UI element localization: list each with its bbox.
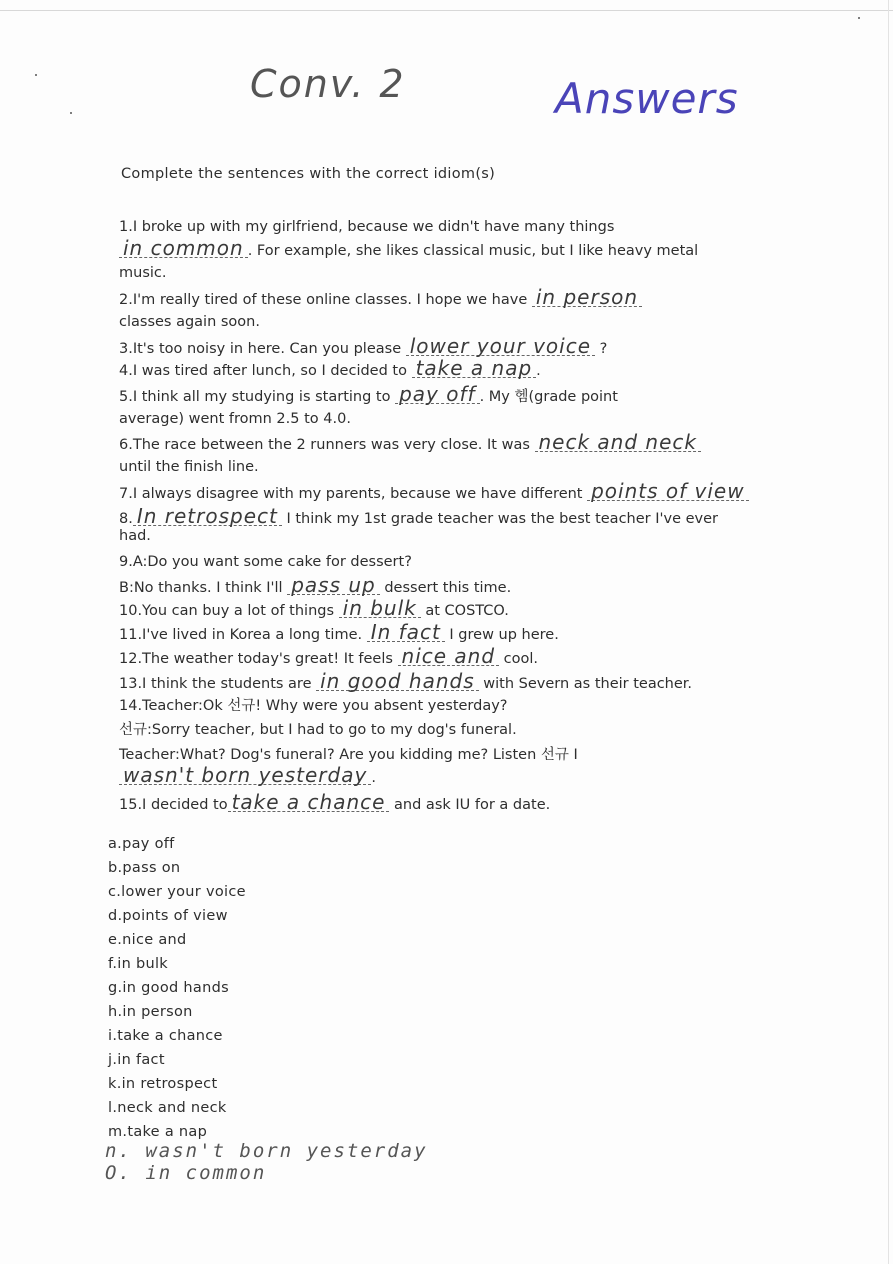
question-4: 4.I was tired after lunch, so I decided to take a nap . — [119, 356, 541, 380]
answer-7: points of view — [587, 482, 748, 501]
question-1-line3: music. — [119, 265, 167, 281]
question-3: 3.It's too noisy in here. Can you please lower your voice ? — [119, 334, 608, 358]
answer-8: In retrospect — [133, 507, 282, 526]
answer-9: pass up — [287, 576, 380, 595]
answer-15: take a chance — [228, 793, 390, 812]
scan-speck — [70, 112, 72, 114]
option-item: g.in good hands — [108, 980, 229, 996]
question-7: 7.I always disagree with my parents, because we have different points of view — [119, 482, 752, 506]
instruction-text: Complete the sentences with the correct idiom(s) — [121, 166, 496, 182]
question-12: 12.The weather today's great! It feels nice and cool. — [119, 644, 539, 668]
option-item: m.take a nap — [108, 1124, 208, 1140]
scan-speck — [858, 17, 860, 19]
question-15: 15.I decided to take a chance and ask IU for a date. — [119, 790, 551, 814]
scan-edge-right — [888, 0, 889, 1264]
option-item: k.in retrospect — [108, 1076, 218, 1092]
option-item: j.in fact — [108, 1052, 165, 1068]
question-9: 9.A:Do you want some cake for dessert? — [119, 554, 412, 570]
answer-13: in good hands — [316, 672, 479, 691]
answer-11: In fact — [367, 623, 445, 642]
question-2: 2.I'm really tired of these online classes. I hope we have in person — [119, 288, 752, 312]
question-2-line2: classes again soon. — [119, 314, 260, 330]
question-9-line2: B:No thanks. I think I'll pass up dessert this time. — [119, 573, 512, 597]
question-1: 1.I broke up with my girlfriend, because we didn't have many things — [119, 219, 615, 235]
question-6: 6.The race between the 2 runners was very close. It was neck and neck — [119, 433, 752, 457]
question-14-line2: 선규:Sorry teacher, but I had to go to my dog's funeral. — [119, 722, 517, 738]
question-1-line2: in common . For example, she likes classical music, but I like heavy metal — [119, 239, 752, 263]
question-14-line3: Teacher:What? Dog's funeral? Are you kidding me? Listen 선규 I — [119, 747, 578, 763]
option-item: d.points of view — [108, 908, 228, 924]
question-10: 10.You can buy a lot of things in bulk at COSTCO. — [119, 596, 509, 620]
scan-speck — [35, 74, 37, 76]
question-14-line4: wasn't born yesterday . — [119, 766, 752, 790]
answer-14: wasn't born yesterday — [119, 766, 371, 785]
worksheet-title: Conv. 2 — [250, 62, 406, 106]
option-item: e.nice and — [108, 932, 187, 948]
question-13: 13.I think the students are in good hands with Severn as their teacher. — [119, 669, 693, 693]
answer-3: lower your voice — [406, 337, 595, 356]
handwritten-option: n. wasn't born yesterday — [105, 1140, 428, 1162]
answer-2: in person — [532, 288, 642, 307]
option-item: h.in person — [108, 1004, 193, 1020]
question-5-line2: average) went fromn 2.5 to 4.0. — [119, 411, 351, 427]
question-14: 14.Teacher:Ok 선규! Why were you absent yesterday? — [119, 698, 508, 714]
question-11: 11.I've lived in Korea a long time. In fact I grew up here. — [119, 620, 559, 644]
option-item: a.pay off — [108, 836, 175, 852]
option-item: c.lower your voice — [108, 884, 246, 900]
question-8-line2: had. — [119, 528, 151, 544]
answer-10: in bulk — [339, 599, 421, 618]
option-item: b.pass on — [108, 860, 181, 876]
answer-12: nice and — [398, 647, 500, 666]
scan-edge-top — [0, 10, 893, 11]
answer-6: neck and neck — [535, 433, 701, 452]
answer-4: take a nap — [412, 359, 537, 378]
option-item: f.in bulk — [108, 956, 169, 972]
question-8: 8. In retrospect I think my 1st grade teacher was the best teacher I've ever — [119, 504, 718, 528]
answers-label: Answers — [555, 74, 739, 123]
handwritten-option: O. in common — [105, 1162, 267, 1184]
question-6-line2: until the finish line. — [119, 459, 259, 475]
option-item: l.neck and neck — [108, 1100, 227, 1116]
question-5: 5.I think all my studying is starting to pay off . My 헴(grade point — [119, 382, 618, 406]
option-item: i.take a chance — [108, 1028, 223, 1044]
answer-5: pay off — [395, 385, 479, 404]
answer-1: in common — [119, 239, 248, 258]
